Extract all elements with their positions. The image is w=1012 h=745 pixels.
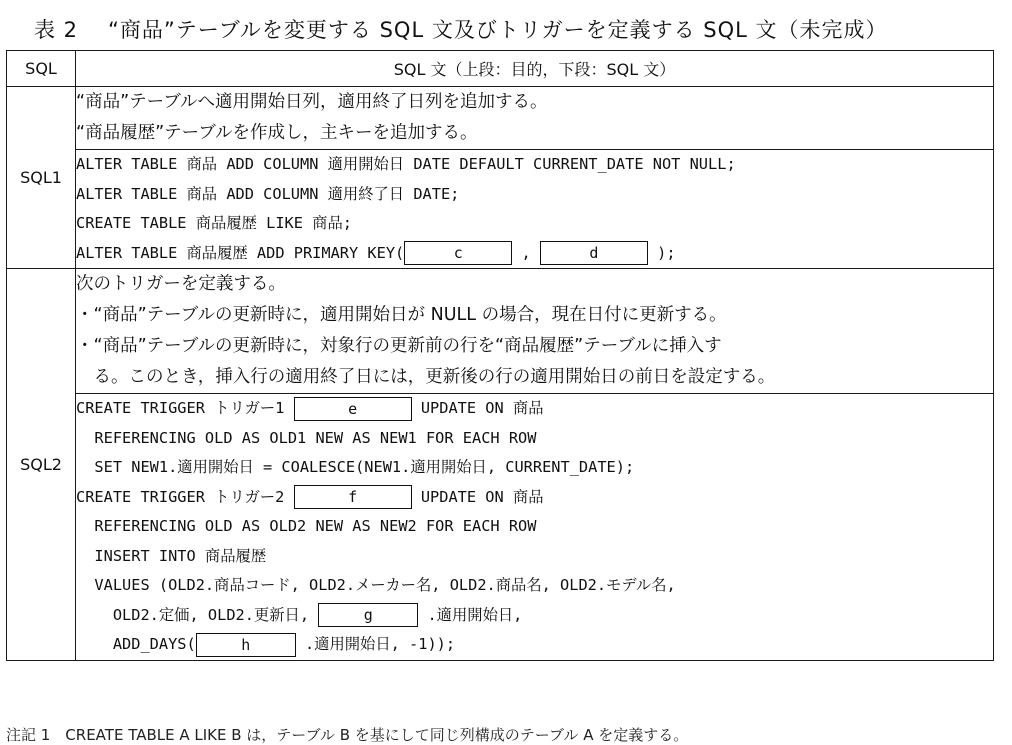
footnote: 注記 1 CREATE TABLE A LIKE B は，テーブル B を基にして同じ列構成のテーブル A を定義する。 <box>6 726 689 744</box>
sql2-code-row <box>7 394 994 661</box>
sql2-purpose <box>76 269 994 394</box>
code-text: .適用開始日, <box>418 605 523 624</box>
sql1-code <box>76 150 994 269</box>
blank-c: c <box>404 241 512 265</box>
sql2-purpose-row <box>7 269 994 394</box>
code-line: CREATE TABLE 商品履歴 LIKE 商品; <box>76 214 352 232</box>
code-text: .適用開始日, -1)); <box>295 635 456 653</box>
sql2-label: SQL2 <box>7 269 76 661</box>
purpose-line: ・“商品”テーブルの更新時に，対象行の更新前の行を“商品履歴”テーブルに挿入す <box>76 336 722 356</box>
blank-g: g <box>318 603 418 627</box>
sql1-purpose-row <box>7 87 994 150</box>
blank-d: d <box>540 241 648 265</box>
purpose-line: “商品履歴”テーブルを作成し，主キーを追加する。 <box>76 123 478 143</box>
code-line-values-h <box>76 630 993 660</box>
sql2-code <box>76 394 994 661</box>
blank-f: f <box>294 485 412 509</box>
blank-h: h <box>196 633 296 657</box>
code-text: UPDATE ON 商品 <box>411 399 544 417</box>
code-line: VALUES (OLD2.商品コード, OLD2.メーカー名, OLD2.商品名, OLD2.モデル名, <box>76 576 676 594</box>
code-text: ALTER TABLE 商品履歴 ADD PRIMARY KEY( <box>76 243 405 262</box>
code-line-trigger2 <box>76 483 993 513</box>
code-text: ); <box>647 243 676 262</box>
code-line: REFERENCING OLD AS OLD2 NEW AS NEW2 FOR EACH ROW <box>76 517 537 535</box>
code-line-trigger1 <box>76 394 993 424</box>
sql1-label: SQL1 <box>7 87 76 269</box>
code-text: ADD_DAYS( <box>76 635 196 653</box>
code-line: ALTER TABLE 商品 ADD COLUMN 適用終了日 DATE; <box>76 184 460 203</box>
purpose-line: ・“商品”テーブルの更新時に，適用開始日が NULL の場合，現在日付に更新する。 <box>76 305 727 325</box>
header-sql: SQL <box>7 51 76 87</box>
code-line: ALTER TABLE 商品 ADD COLUMN 適用開始日 DATE DEFAULT CURRENT_DATE NOT NULL; <box>76 155 736 173</box>
code-text: , <box>512 243 540 262</box>
purpose-line: 次のトリガーを定義する。 <box>76 274 286 294</box>
code-text: OLD2.定価, OLD2.更新日, <box>76 605 319 624</box>
table-title: “商品”テーブルを変更する SQL 文及びトリガーを定義する SQL 文（未完成） <box>108 18 888 42</box>
blank-e: e <box>294 397 412 421</box>
code-line-primary-key <box>76 239 993 269</box>
sql1-code-row <box>7 150 994 269</box>
code-line-values-g <box>76 601 993 631</box>
table-number: 表 2 <box>34 18 79 42</box>
code-line: INSERT INTO 商品履歴 <box>76 546 267 565</box>
table-caption <box>34 14 888 44</box>
purpose-line: “商品”テーブルへ適用開始日列，適用終了日列を追加する。 <box>76 92 548 112</box>
purpose-line: る。このとき，挿入行の適用終了日には，更新後の行の適用開始日の前日を設定する。 <box>76 367 776 387</box>
header-sql-statement: SQL 文（上段：目的，下段：SQL 文） <box>76 51 994 87</box>
code-text: CREATE TRIGGER トリガー1 <box>76 399 294 417</box>
sql1-purpose <box>76 87 994 150</box>
code-line: REFERENCING OLD AS OLD1 NEW AS NEW1 FOR EACH ROW <box>76 428 537 447</box>
code-line: SET NEW1.適用開始日 = COALESCE(NEW1.適用開始日, CURRENT_DATE); <box>76 458 635 476</box>
header-row <box>7 51 994 87</box>
code-text: UPDATE ON 商品 <box>411 487 544 506</box>
sql-table <box>6 50 994 661</box>
code-text: CREATE TRIGGER トリガー2 <box>76 487 294 506</box>
